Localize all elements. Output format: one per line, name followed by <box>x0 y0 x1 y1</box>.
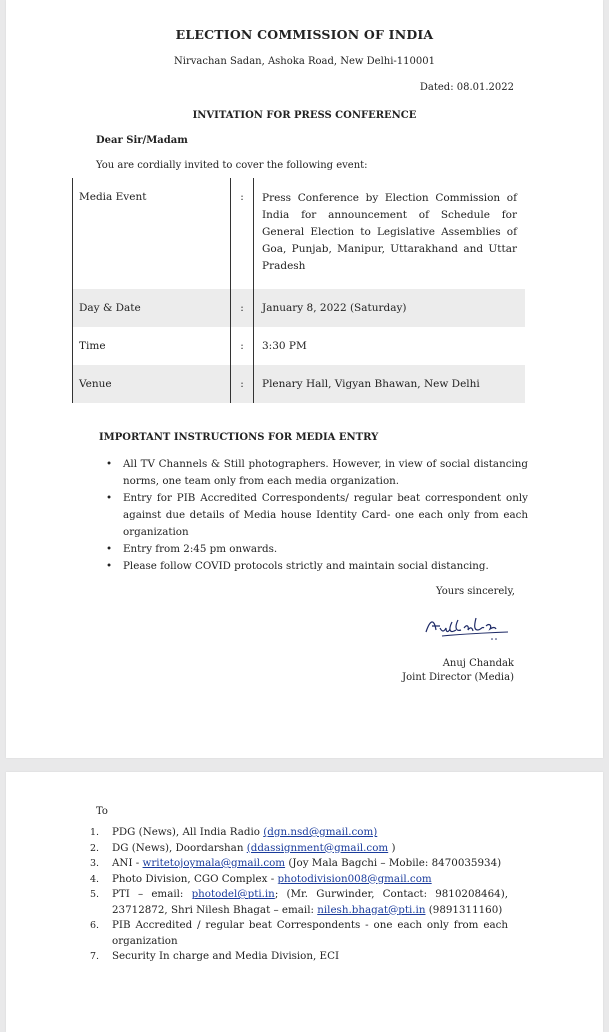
signatory-designation: Joint Director (Media) <box>402 672 514 683</box>
letter-date: Dated: 08.01.2022 <box>419 82 514 93</box>
email-link[interactable]: (dgn.nsd@gmail.com) <box>263 826 378 838</box>
list-item: • Entry from 2:45 pm onwards. <box>103 541 528 558</box>
signature-image <box>422 612 514 642</box>
table-row <box>73 365 526 403</box>
list-item: • All TV Channels & Still photographers. However, in view of social distancing norms, one team only from each media organization. <box>106 458 528 487</box>
table-row <box>73 178 526 289</box>
closing-sincerely: Yours sincerely, <box>436 586 515 597</box>
list-item: 7. Security In charge and Media Division, ECI <box>90 950 340 962</box>
list-item: 1. PDG (News), All India Radio (dgn.nsd@gmail.com) <box>90 826 378 838</box>
row-value: Plenary Hall, Vigyan Bhawan, New Delhi <box>254 365 526 403</box>
row-value: Press Conference by Election Commission of India for announcement of Schedule for General Election to Legislative Assemblies of Goa, Punjab, Manipur, Uttarakhand and Uttar Pradesh <box>254 178 526 289</box>
list-item: • Please follow COVID protocols strictly and maintain social distancing. <box>103 558 528 575</box>
bullet-icon: • <box>106 560 113 572</box>
email-link[interactable]: photodel@pti.in <box>191 888 275 900</box>
distribution-to: To <box>96 806 108 817</box>
list-item: 4. Photo Division, CGO Complex - photodivision008@gmail.com <box>90 872 432 885</box>
email-link[interactable]: nilesh.bhagat@pti.in <box>317 903 426 916</box>
row-separator: : <box>231 289 254 327</box>
email-link[interactable]: writetojoymala@gmail.com <box>142 857 286 869</box>
distribution-list <box>90 825 508 965</box>
list-item: 2. DG (News), Doordarshan (ddassignment@gmail.com ) <box>90 841 396 854</box>
bullet-icon: • <box>106 543 113 555</box>
email-link[interactable]: photodivision008@gmail.com <box>277 872 432 885</box>
org-title: ELECTION COMMISSION OF INDIA <box>175 27 434 42</box>
signatory-name: Anuj Chandak <box>442 658 514 669</box>
row-label: Media Event <box>73 178 231 289</box>
row-value: 3:30 PM <box>254 327 526 365</box>
row-label: Day & Date <box>73 289 231 327</box>
org-address: Nirvachan Sadan, Ashoka Road, New Delhi-110001 <box>174 56 435 67</box>
table-row <box>73 289 526 327</box>
email-link[interactable]: (ddassignment@gmail.com <box>246 841 389 854</box>
row-label: Venue <box>73 365 231 403</box>
row-separator: : <box>240 340 244 352</box>
row-label: Time <box>73 327 231 365</box>
bullet-icon: • <box>106 492 113 504</box>
table-row <box>73 327 526 365</box>
bullet-icon: • <box>106 458 113 470</box>
salutation: Dear Sir/Madam <box>96 135 188 146</box>
event-details-table <box>72 178 525 403</box>
list-item: 5. PTI – email: photodel@pti.in; (Mr. Gurwinder, Contact: 9810208464), 23712872, Shri Nilesh Bhagat – email: nilesh.bhagat@pti.in (9891311160) <box>90 888 508 916</box>
list-item: 6. PIB Accredited / regular beat Correspondents - one each only from each organization <box>90 919 508 947</box>
list-item: • Entry for PIB Accredited Correspondents/ regular beat correspondent only against due details of Media house Identity Card- one each only from each organization <box>106 492 528 538</box>
row-separator: : <box>231 365 254 403</box>
row-separator: : <box>240 191 244 203</box>
instructions-list <box>103 456 528 575</box>
row-value: January 8, 2022 (Saturday) <box>254 289 526 327</box>
letter-subject: INVITATION FOR PRESS CONFERENCE <box>192 110 417 121</box>
list-item: 3. ANI - writetojoymala@gmail.com (Joy Mala Bagchi – Mobile: 8470035934) <box>90 857 502 869</box>
instructions-heading: IMPORTANT INSTRUCTIONS FOR MEDIA ENTRY <box>99 432 379 443</box>
intro-text: You are cordially invited to cover the following event: <box>96 160 368 171</box>
